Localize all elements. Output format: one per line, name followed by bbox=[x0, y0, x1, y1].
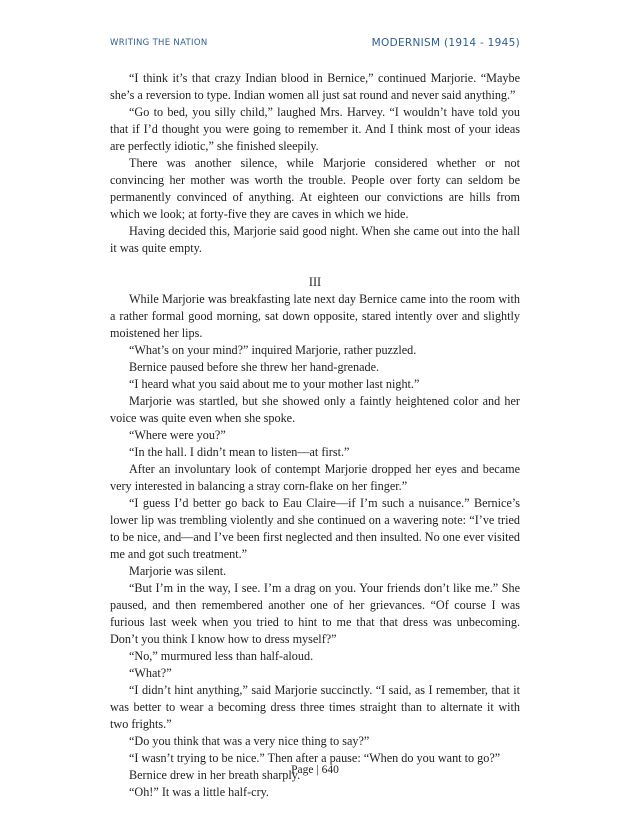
paragraph: “Where were you?” bbox=[129, 428, 226, 442]
paragraph: “What’s on your mind?” inquired Marjorie, rather puzzled. bbox=[129, 343, 417, 357]
paragraph: “No,” murmured less than half-aloud. bbox=[129, 649, 314, 663]
paragraph: “I wasn’t trying to be nice.” Then after a pause: “When do you want to go?” bbox=[129, 751, 501, 765]
paragraph: Having decided this, Marjorie said good night. When she came out into the hall it was quite empty. bbox=[110, 224, 520, 255]
running-header bbox=[110, 38, 520, 54]
paragraph: “What?” bbox=[129, 666, 172, 680]
paragraph: “But I’m in the way, I see. I’m a drag on you. Your friends don’t like me.” She paused, and then remembered another one of her grievances. “Of course I was furious last week when you tried to hint to me that that dress was unbecoming. Don’t you think I know how to dress myself?” bbox=[110, 581, 520, 646]
paragraph: Bernice drew in her breath sharply. bbox=[129, 768, 301, 782]
paragraph: “In the hall. I didn’t mean to listen—at first.” bbox=[129, 445, 350, 459]
paragraph: “I guess I’d better go back to Eau Claire—if I’m such a nuisance.” Bernice’s lower lip was trembling violently and she continued on a wavering note: “I’ve tried to be nice, and—and I’ve been first neglected and then insulted. No one ever visited me and got such treatment.” bbox=[110, 496, 520, 561]
paragraph: Bernice paused before she threw her hand-grenade. bbox=[129, 360, 380, 374]
paragraph: After an involuntary look of contempt Marjorie dropped her eyes and became very interested in balancing a stray corn-flake on her finger.” bbox=[110, 462, 520, 493]
paragraph: While Marjorie was breakfasting late next day Bernice came into the room with a rather formal good morning, sat down opposite, stared intently over and slightly moistened her lips. bbox=[110, 292, 520, 340]
body-text bbox=[110, 70, 520, 801]
paragraph: “I didn’t hint anything,” said Marjorie succinctly. “I said, as I remember, that it was better to wear a becoming dress three times straight than to alternate it with two frights.” bbox=[110, 683, 520, 731]
paragraph: “Do you think that was a very nice thing to say?” bbox=[129, 734, 370, 748]
paragraph: Marjorie was silent. bbox=[129, 564, 227, 578]
paragraph: “Go to bed, you silly child,” laughed Mrs. Harvey. “I wouldn’t have told you that if I’d thought you were going to remember it. And I think most of your ideas are perfectly idiotic,” she finished sleepily. bbox=[110, 105, 520, 153]
section-number: III bbox=[308, 275, 322, 289]
header-book-title: WRITING THE NATION bbox=[110, 38, 208, 48]
header-section-title: MODERNISM (1914 - 1945) bbox=[371, 37, 520, 49]
paragraph: Marjorie was startled, but she showed only a faintly heightened color and her voice was quite even when she spoke. bbox=[110, 394, 520, 425]
paragraph: “Oh!” It was a little half-cry. bbox=[129, 785, 269, 799]
paragraph: There was another silence, while Marjorie considered whether or not convincing her mother was worth the trouble. People over forty can seldom be permanently convinced of anything. At eighteen our convictions are hills from which we look; at forty-five they are caves in which we hide. bbox=[110, 156, 520, 221]
paragraph: “I think it’s that crazy Indian blood in Bernice,” continued Marjorie. “Maybe she’s a reversion to type. Indian women all just sat round and never said anything.” bbox=[110, 71, 520, 102]
page-number: Page | 640 bbox=[291, 764, 339, 776]
paragraph: “I heard what you said about me to your mother last night.” bbox=[129, 377, 420, 391]
